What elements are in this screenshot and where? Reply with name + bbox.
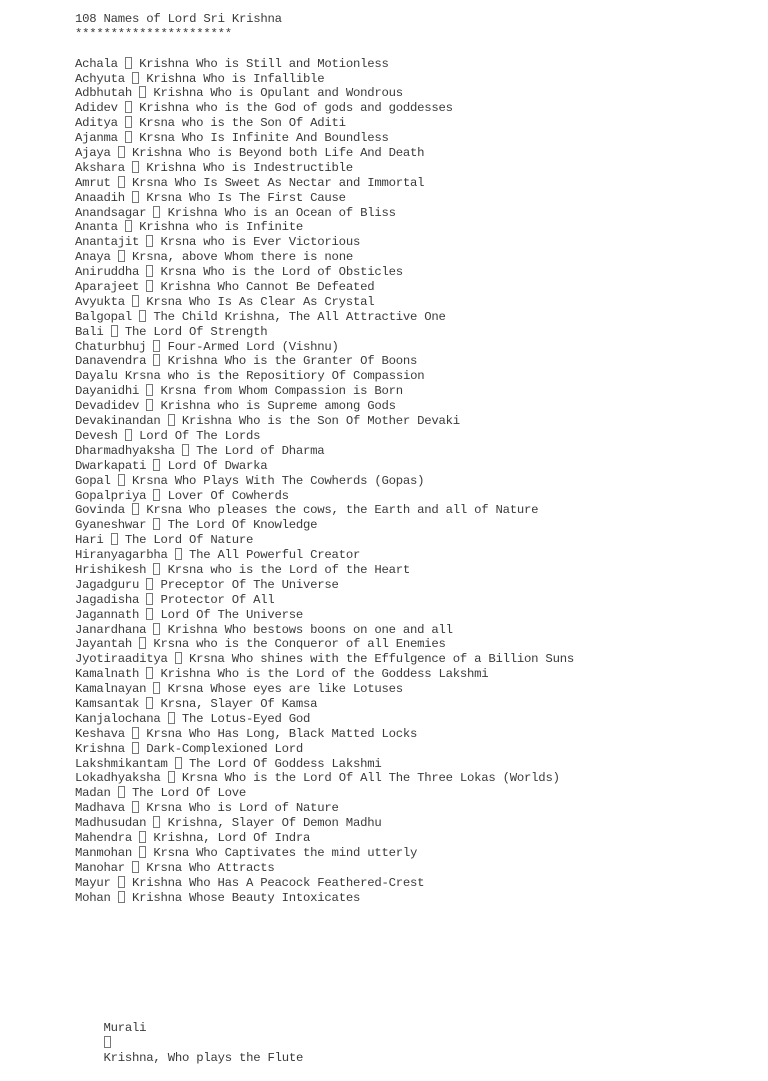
entry-name: Hari (75, 533, 104, 548)
entry-meaning: Lord Of The Lords (139, 428, 261, 443)
entry-meaning: Krsna Who Is The First Cause (146, 190, 346, 205)
entry-name: Jyotiraaditya (75, 652, 168, 667)
entry-meaning: The Lotus-Eyed God (181, 711, 311, 726)
entry-meaning: Krsna Who pleases the cows, the Earth and all of Nature (146, 503, 539, 518)
missing-glyph-box (125, 131, 132, 143)
entry-name: Janardhana (75, 622, 147, 637)
entry-meaning: Krsna who is the Conqueror of all Enemies (153, 637, 446, 652)
entry-meaning: Krishna Who is Beyond both Life And Death (131, 146, 425, 161)
list-item (75, 399, 755, 414)
entry-meaning: Krishna Who is an Ocean of Bliss (167, 205, 396, 220)
list-item (75, 325, 755, 340)
missing-glyph-box (146, 697, 153, 709)
entry-meaning: The All Powerful Creator (188, 548, 361, 563)
entry-meaning: Krishna Who bestows boons on one and all (167, 622, 453, 637)
missing-glyph-box (146, 265, 153, 277)
list-item (75, 548, 755, 563)
entry-name: Ajanma (75, 131, 118, 146)
entry-meaning: Lover Of Cowherds (167, 488, 289, 503)
entry-meaning: Krishna who is the God of gods and goddesses (139, 101, 453, 116)
missing-glyph-box (132, 503, 139, 515)
entry-meaning: The Lord of Dharma (196, 443, 325, 458)
missing-glyph-box (132, 742, 139, 754)
missing-glyph-box (118, 146, 125, 158)
list-item (75, 489, 755, 504)
list-item (75, 86, 755, 101)
list-item (75, 682, 755, 697)
list-item (75, 876, 755, 891)
entry-name: Lakshmikantam (75, 756, 168, 771)
missing-glyph-box (146, 667, 153, 679)
entry-name: Kamalnath (75, 667, 140, 682)
entry-meaning: The Lord Of Knowledge (167, 518, 318, 533)
names-list (75, 57, 755, 906)
missing-glyph-box (153, 459, 160, 471)
entry-name: Chaturbhuj (75, 339, 147, 354)
list-item (75, 697, 755, 712)
entry-name: Kanjalochana (75, 711, 161, 726)
missing-glyph-box (153, 682, 160, 694)
entry-name: Gopal (75, 473, 111, 488)
list-item (75, 861, 755, 876)
entry-name: Dayanidhi (75, 384, 140, 399)
entry-meaning: The Lord Of Nature (124, 533, 254, 548)
list-item (75, 72, 755, 87)
entry-meaning: Krishna Who Has A Peacock Feathered-Crest (131, 875, 425, 890)
entry-meaning: Krishna Who is the Granter Of Boons (167, 354, 418, 369)
list-item (75, 831, 755, 846)
list-item (75, 518, 755, 533)
entry-meaning: The Lord Of Strength (124, 324, 268, 339)
entry-name: Govinda (75, 503, 125, 518)
list-item (75, 191, 755, 206)
entry-meaning: Krsna Who Has Long, Black Matted Locks (146, 726, 418, 741)
entry-meaning: Krishna Who is Still and Motionless (139, 56, 389, 71)
list-item (75, 429, 755, 444)
entry-name: Mahendra (75, 830, 133, 845)
missing-glyph-box (125, 429, 132, 441)
list-item (75, 176, 755, 191)
entry-meaning: Krsna Who Attracts (146, 860, 275, 875)
missing-glyph-box (104, 1036, 111, 1048)
missing-glyph-box (125, 116, 132, 128)
missing-glyph-box (132, 191, 139, 203)
entry-name: Keshava (75, 726, 125, 741)
missing-glyph-box (153, 563, 160, 575)
missing-glyph-box (118, 786, 125, 798)
list-item (75, 459, 755, 474)
list-item (75, 444, 755, 459)
list-item (75, 593, 755, 608)
missing-glyph-box (146, 280, 153, 292)
entry-meaning: Krsna Who Captivates the mind utterly (153, 845, 418, 860)
missing-glyph-box (146, 608, 153, 620)
entry-meaning: Lord Of Dwarka (167, 458, 268, 473)
entry-name: Jagannath (75, 607, 140, 622)
entry-meaning: Protector Of All (160, 592, 275, 607)
entry-name: Ananta (75, 220, 118, 235)
list-item (75, 1006, 304, 1065)
entry-meaning: Lord Of The Universe (160, 607, 304, 622)
entry-meaning: Krsna Who Is As Clear As Crystal (146, 294, 375, 309)
list-item (75, 891, 755, 906)
missing-glyph-box (153, 354, 160, 366)
entry-name: Madhusudan (75, 816, 147, 831)
entry-name: Hiranyagarbha (75, 548, 168, 563)
list-item (75, 637, 755, 652)
entry-name: Achyuta (75, 71, 125, 86)
missing-glyph-box (153, 623, 160, 635)
entry-name: Devadidev (75, 399, 140, 414)
missing-glyph-box (139, 637, 146, 649)
list-item (75, 161, 755, 176)
missing-glyph-box (146, 593, 153, 605)
missing-glyph-box (153, 518, 160, 530)
missing-glyph-box (182, 444, 189, 456)
list-item (75, 295, 755, 310)
entry-name: Manohar (75, 860, 125, 875)
list-item (75, 146, 755, 161)
missing-glyph-box (146, 384, 153, 396)
list-item (75, 131, 755, 146)
entry-meaning: Krsna Whose eyes are like Lotuses (167, 682, 403, 697)
list-item (75, 369, 755, 384)
entry-name: Amrut (75, 175, 111, 190)
list-item (75, 414, 755, 429)
entry-meaning: Krsna, above Whom there is none (131, 250, 353, 265)
missing-glyph-box (139, 86, 146, 98)
missing-glyph-box (168, 712, 175, 724)
list-item (75, 235, 755, 250)
entry-meaning: Krsna Who is the Lord of Obsticles (160, 265, 403, 280)
missing-glyph-box (111, 533, 118, 545)
entry-meaning: The Lord Of Love (131, 786, 247, 801)
missing-glyph-box (139, 310, 146, 322)
entry-name: Madhava (75, 801, 125, 816)
missing-glyph-box (125, 101, 132, 113)
missing-glyph-box (146, 235, 153, 247)
entry-meaning: Krishna Who is Infallible (146, 71, 325, 86)
entry-name: Kamsantak (75, 696, 140, 711)
entry-name: Gopalpriya (75, 488, 147, 503)
missing-glyph-box (175, 757, 182, 769)
missing-glyph-box (146, 578, 153, 590)
entry-meaning: Krsna Who Is Sweet As Nectar and Immortal (131, 175, 425, 190)
list-item (75, 816, 755, 831)
entry-meaning: Preceptor Of The Universe (160, 577, 339, 592)
missing-glyph-box (153, 340, 160, 352)
entry-name: Devesh (75, 428, 118, 443)
list-item (75, 250, 755, 265)
entry-meaning: Krishna Who Cannot Be Defeated (160, 280, 375, 295)
entry-name: Balgopal (75, 309, 133, 324)
entry-meaning: Krsna from Whom Compassion is Born (160, 384, 403, 399)
list-item (75, 354, 755, 369)
entry-name: Mayur (75, 875, 111, 890)
title-underline: ********************** (75, 26, 232, 41)
entry-meaning: Krishna Who is Indestructible (146, 160, 353, 175)
missing-glyph-box (139, 831, 146, 843)
list-item (75, 578, 755, 593)
list-item (75, 265, 755, 280)
list-item (75, 57, 755, 72)
entry-name: Avyukta (75, 294, 125, 309)
entry-meaning: Krishna who is Infinite (139, 220, 304, 235)
missing-glyph-box (175, 548, 182, 560)
list-item (75, 101, 755, 116)
entry-meaning: Krishna Who is Opulant and Wondrous (153, 86, 403, 101)
missing-glyph-box (153, 816, 160, 828)
entry-name: Aniruddha (75, 265, 140, 280)
list-item (75, 846, 755, 861)
missing-glyph-box (139, 846, 146, 858)
entry-meaning: The Child Krishna, The All Attractive One (153, 309, 446, 324)
list-item (75, 771, 755, 786)
entry-name: Manmohan (75, 845, 133, 860)
entry-meaning: Krishna Who is the Lord of the Goddess Lakshmi (160, 667, 489, 682)
list-item (75, 310, 755, 325)
list-item (75, 712, 755, 727)
list-item (75, 503, 755, 518)
entry-name: Achala (75, 56, 118, 71)
entry-name: Jayantah (75, 637, 133, 652)
entry-name: Jagadisha (75, 592, 140, 607)
entry-name: Hrishikesh (75, 562, 147, 577)
missing-glyph-box (146, 399, 153, 411)
entry-meaning: Krsna who is Ever Victorious (160, 235, 361, 250)
list-item (75, 280, 755, 295)
missing-glyph-box (118, 474, 125, 486)
entry-name: Anaya (75, 250, 111, 265)
missing-glyph-box (132, 295, 139, 307)
list-item (75, 340, 755, 355)
list-item (75, 220, 755, 235)
entry-meaning: Dark-Complexioned Lord (146, 741, 304, 756)
entry-meaning: Krsna who is the Repositiory Of Compassion (124, 369, 425, 384)
missing-glyph-box (153, 206, 160, 218)
entry-name: Adidev (75, 101, 118, 116)
entry-name: Madan (75, 786, 111, 801)
list-item (75, 801, 755, 816)
missing-glyph-box (175, 652, 182, 664)
entry-meaning: Krsna Who shines with the Effulgence of a Billion Suns (188, 652, 574, 667)
entry-meaning: Krsna Who is the Lord Of All The Three Lokas (Worlds) (181, 771, 560, 786)
entry-name: Anandsagar (75, 205, 147, 220)
entry-meaning: Krsna Who is Lord of Nature (146, 801, 339, 816)
entry-name: Krishna (75, 741, 125, 756)
missing-glyph-box (111, 325, 118, 337)
document-page (75, 12, 755, 905)
entry-meaning: Krsna who is the Son Of Aditi (139, 116, 346, 131)
list-item (75, 786, 755, 801)
entry-name: Devakinandan (75, 414, 161, 429)
missing-glyph-box (132, 801, 139, 813)
entry-name: Dwarkapati (75, 458, 147, 473)
entry-meaning: Krishna, Slayer Of Demon Madhu (167, 816, 382, 831)
entry-name: Jagadguru (75, 577, 140, 592)
entry-meaning: Krsna Who Is Infinite And Boundless (139, 131, 389, 146)
list-item (75, 206, 755, 221)
list-item (75, 608, 755, 623)
list-item (75, 727, 755, 742)
entry-name: Danavendra (75, 354, 147, 369)
missing-glyph-box (132, 161, 139, 173)
entry-name: Murali (103, 1020, 147, 1035)
missing-glyph-box (118, 876, 125, 888)
missing-glyph-box (168, 414, 175, 426)
list-item (75, 623, 755, 638)
entry-name: Akshara (75, 160, 125, 175)
entry-name: Anantajit (75, 235, 140, 250)
entry-meaning: Krsna, Slayer Of Kamsa (160, 696, 318, 711)
missing-glyph-box (153, 489, 160, 501)
missing-glyph-box (118, 250, 125, 262)
entry-meaning: Krsna Who Plays With The Cowherds (Gopas) (131, 473, 425, 488)
missing-glyph-box (118, 891, 125, 903)
document-title: 108 Names of Lord Sri Krishna (75, 12, 282, 26)
entry-meaning: The Lord Of Goddess Lakshmi (188, 756, 382, 771)
entry-meaning: Krishna Whose Beauty Intoxicates (131, 890, 361, 905)
missing-glyph-box (132, 861, 139, 873)
entry-name: Gyaneshwar (75, 518, 147, 533)
list-item (75, 652, 755, 667)
entry-name: Anaadih (75, 190, 125, 205)
entry-name: Mohan (75, 890, 111, 905)
missing-glyph-box (132, 727, 139, 739)
page-bottom-entry (75, 1006, 304, 1065)
entry-meaning: Krishna who is Supreme among Gods (160, 399, 396, 414)
entry-name: Dayalu (75, 369, 118, 384)
entry-name: Aditya (75, 116, 118, 131)
list-item (75, 533, 755, 548)
entry-meaning: Krishna Who is the Son Of Mother Devaki (181, 414, 460, 429)
list-item (75, 742, 755, 757)
missing-glyph-box (118, 176, 125, 188)
entry-name: Kamalnayan (75, 682, 147, 697)
list-item (75, 667, 755, 682)
entry-meaning: Four-Armed Lord (Vishnu) (167, 339, 339, 354)
missing-glyph-box (125, 57, 132, 69)
list-item (75, 474, 755, 489)
entry-name: Adbhutah (75, 86, 133, 101)
list-item (75, 384, 755, 399)
missing-glyph-box (132, 72, 139, 84)
entry-name: Dharmadhyaksha (75, 443, 175, 458)
entry-meaning: Krishna, Lord Of Indra (153, 830, 311, 845)
entry-meaning: Krishna, Who plays the Flute (103, 1050, 304, 1065)
list-item (75, 757, 755, 772)
entry-name: Lokadhyaksha (75, 771, 161, 786)
list-item (75, 116, 755, 131)
entry-name: Bali (75, 324, 104, 339)
missing-glyph-box (168, 771, 175, 783)
list-item (75, 563, 755, 578)
entry-name: Ajaya (75, 146, 111, 161)
missing-glyph-box (125, 220, 132, 232)
entry-meaning: Krsna who is the Lord of the Heart (167, 562, 410, 577)
entry-name: Aparajeet (75, 280, 140, 295)
